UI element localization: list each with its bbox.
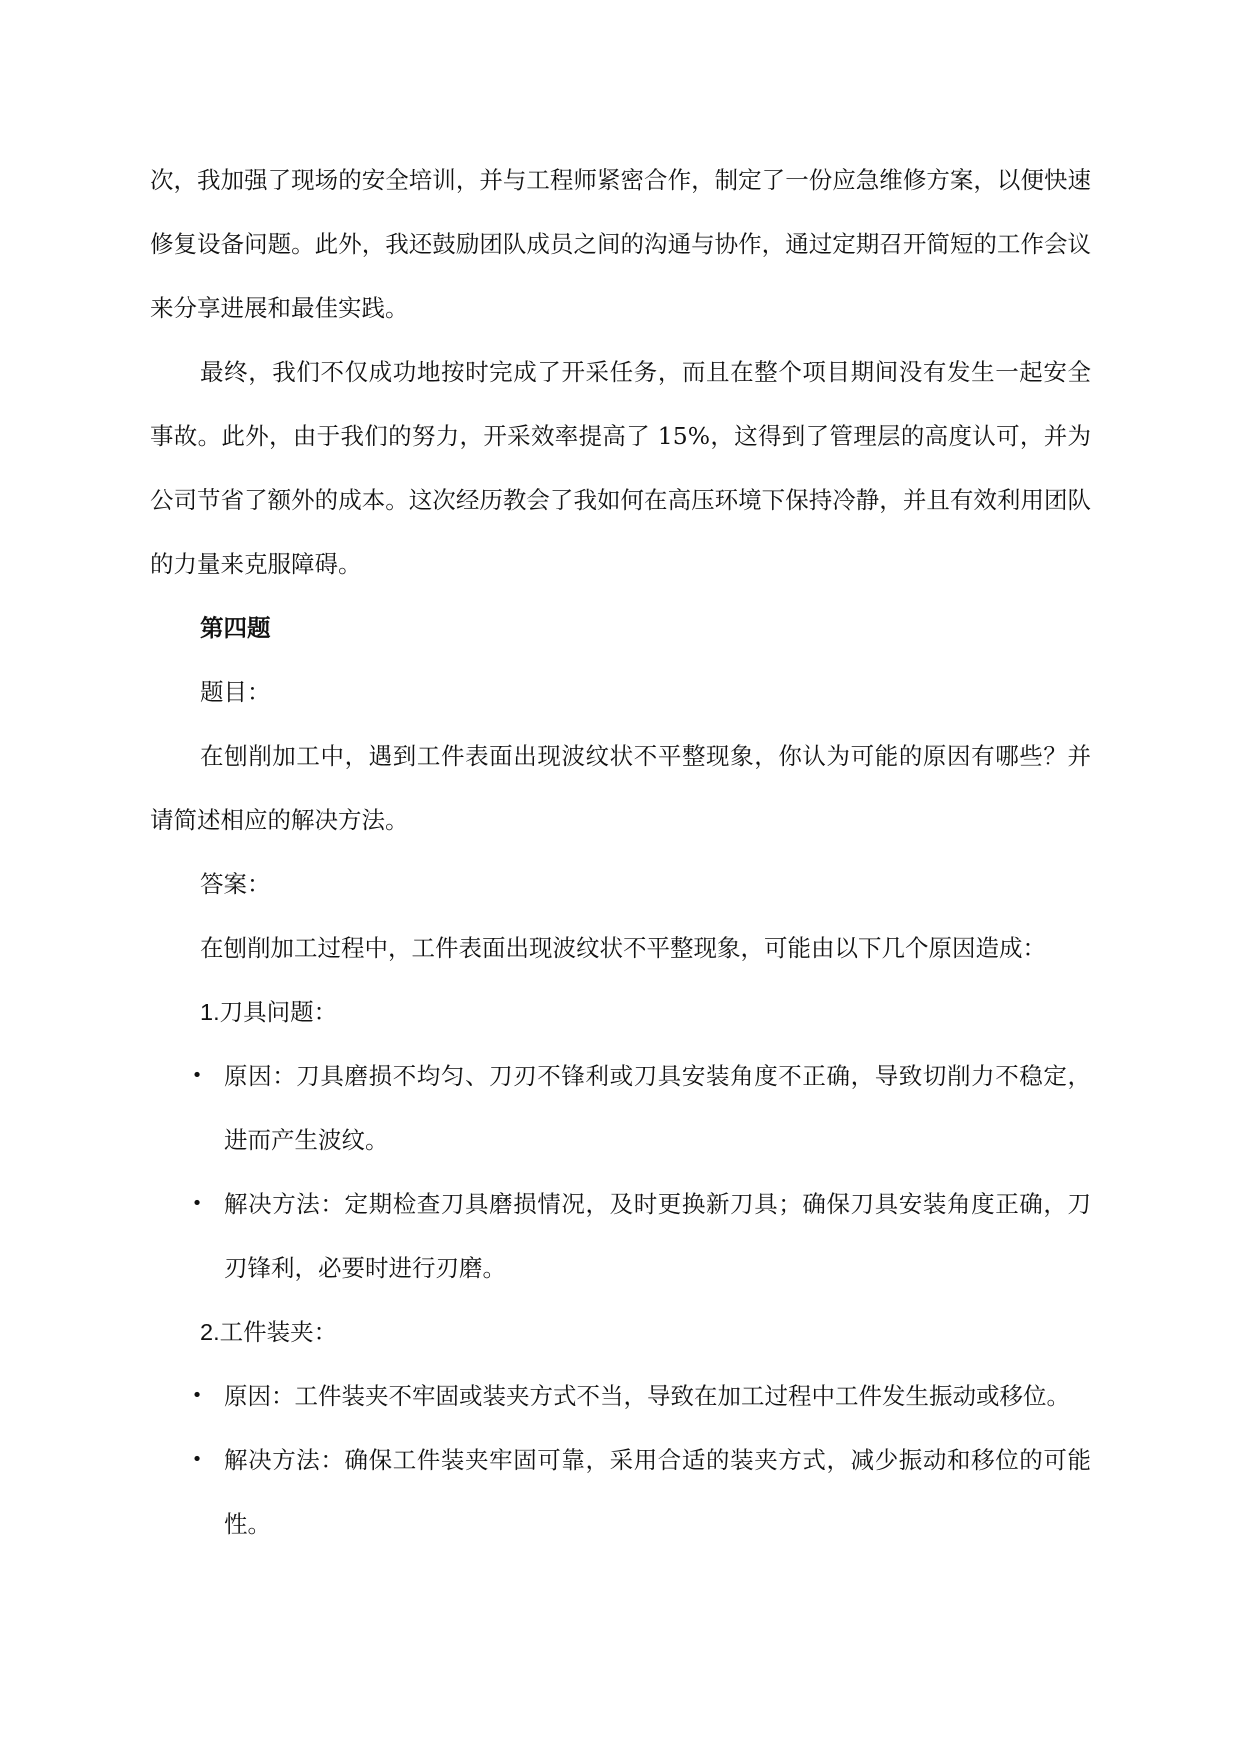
section-heading: 第四题 <box>200 614 271 642</box>
list-item-number: 1. <box>200 999 220 1025</box>
bullet-list <box>150 1364 1091 1556</box>
list-item-title: 工件装夹： <box>219 1318 338 1346</box>
list-item-number: 2. <box>200 1319 220 1345</box>
bullet-text: 原因：刀具磨损不均匀、刀刃不锋利或刀具安装角度不正确，导致切削力不稳定，进而产生波纹。 <box>224 1062 1091 1154</box>
answer-intro: 在刨削加工过程中，工件表面出现波纹状不平整现象，可能由以下几个原因造成： <box>200 934 1046 962</box>
bullet-item <box>150 1364 1091 1428</box>
answer-label: 答案： <box>200 870 271 898</box>
paragraph-continuation: 次，我加强了现场的安全培训，并与工程师紧密合作，制定了一份应急维修方案，以便快速修复设备问题。此外，我还鼓励团队成员之间的沟通与协作，通过定期召开简短的工作会议来分享进展和最佳实践。 <box>150 166 1091 322</box>
bullet-icon: • <box>191 1385 203 1406</box>
question-text: 在刨削加工中，遇到工件表面出现波纹状不平整现象，你认为可能的原因有哪些？并请简述相应的解决方法。 <box>150 742 1091 834</box>
bullet-item <box>150 1428 1091 1556</box>
bullet-item <box>150 1172 1091 1300</box>
bullet-icon: • <box>191 1065 203 1086</box>
bullet-icon: • <box>191 1449 203 1470</box>
list-item-heading <box>150 1300 1091 1364</box>
bullet-icon: • <box>191 1193 203 1214</box>
bullet-item <box>150 1044 1091 1172</box>
paragraph-result: 最终，我们不仅成功地按时完成了开采任务，而且在整个项目期间没有发生一起安全事故。此外，由于我们的努力，开采效率提高了 15%，这得到了管理层的高度认可，并为公司节省了额外的成本。这次经历教会了我如何在高压环境下保持冷静，并且有效利用团队的力量来克服障碍。 <box>150 358 1091 578</box>
bullet-text: 原因：工件装夹不牢固或装夹方式不当，导致在加工过程中工件发生振动或移位。 <box>224 1382 1070 1410</box>
bullet-list <box>150 1044 1091 1300</box>
list-item-title: 刀具问题： <box>219 998 338 1026</box>
list-item-heading <box>150 980 1091 1044</box>
bullet-text: 解决方法：确保工件装夹牢固可靠，采用合适的装夹方式，减少振动和移位的可能性。 <box>224 1446 1091 1538</box>
bullet-text: 解决方法：定期检查刀具磨损情况，及时更换新刀具；确保刀具安装角度正确，刀刃锋利，必要时进行刃磨。 <box>224 1190 1091 1282</box>
question-label: 题目： <box>200 678 271 706</box>
